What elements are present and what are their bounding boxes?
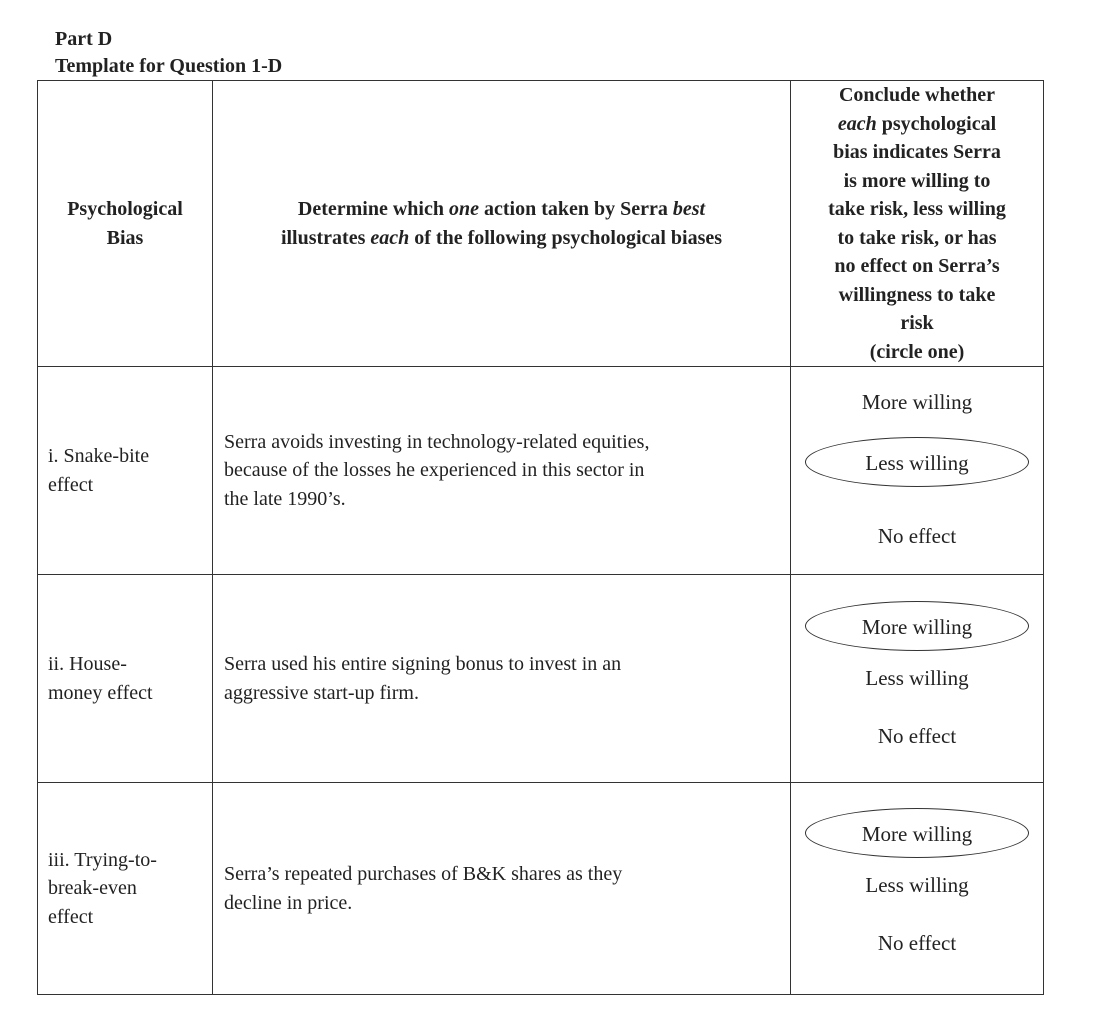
option-less-willing: Less willing (865, 666, 969, 690)
risk-options (791, 367, 1044, 575)
risk-options (791, 783, 1044, 995)
header-determine-action: Determine which one action taken by Serra best illustrates each of the following psychological biases (213, 81, 791, 367)
option-more-willing: More willing (861, 615, 973, 639)
bias-name: ii. House- money effect (38, 575, 213, 783)
option-no-effect: No effect (877, 724, 957, 748)
option-no-effect: No effect (877, 524, 957, 548)
part-label: Part D (55, 28, 113, 50)
template-title: Template for Question 1-D (55, 55, 283, 77)
option-less-willing: Less willing (865, 873, 969, 897)
bias-name: iii. Trying-to- break-even effect (38, 783, 213, 995)
bias-name: i. Snake-bite effect (38, 367, 213, 575)
option-less-willing: Less willing (865, 451, 969, 475)
table-row (38, 575, 1044, 783)
header-conclude: Conclude whether each psychological bias indicates Serra is more willing to take risk, less willing to take risk, or has no effect on Serra’s willingness to take risk (circle one) (791, 81, 1044, 367)
option-more-willing: More willing (861, 390, 973, 414)
risk-options (791, 575, 1044, 783)
table-row (38, 783, 1044, 995)
bias-action: Serra used his entire signing bonus to invest in an aggressive start-up firm. (213, 575, 791, 783)
bias-action: Serra’s repeated purchases of B&K shares as they decline in price. (213, 783, 791, 995)
bias-action: Serra avoids investing in technology-related equities, because of the losses he experienced in this sector in the late 1990’s. (213, 367, 791, 575)
option-more-willing: More willing (861, 822, 973, 846)
bias-template-table (37, 80, 1044, 995)
table-header-row (38, 81, 1044, 367)
header-psychological-bias: Psychological Bias (38, 81, 213, 367)
option-no-effect: No effect (877, 931, 957, 955)
table-row (38, 367, 1044, 575)
